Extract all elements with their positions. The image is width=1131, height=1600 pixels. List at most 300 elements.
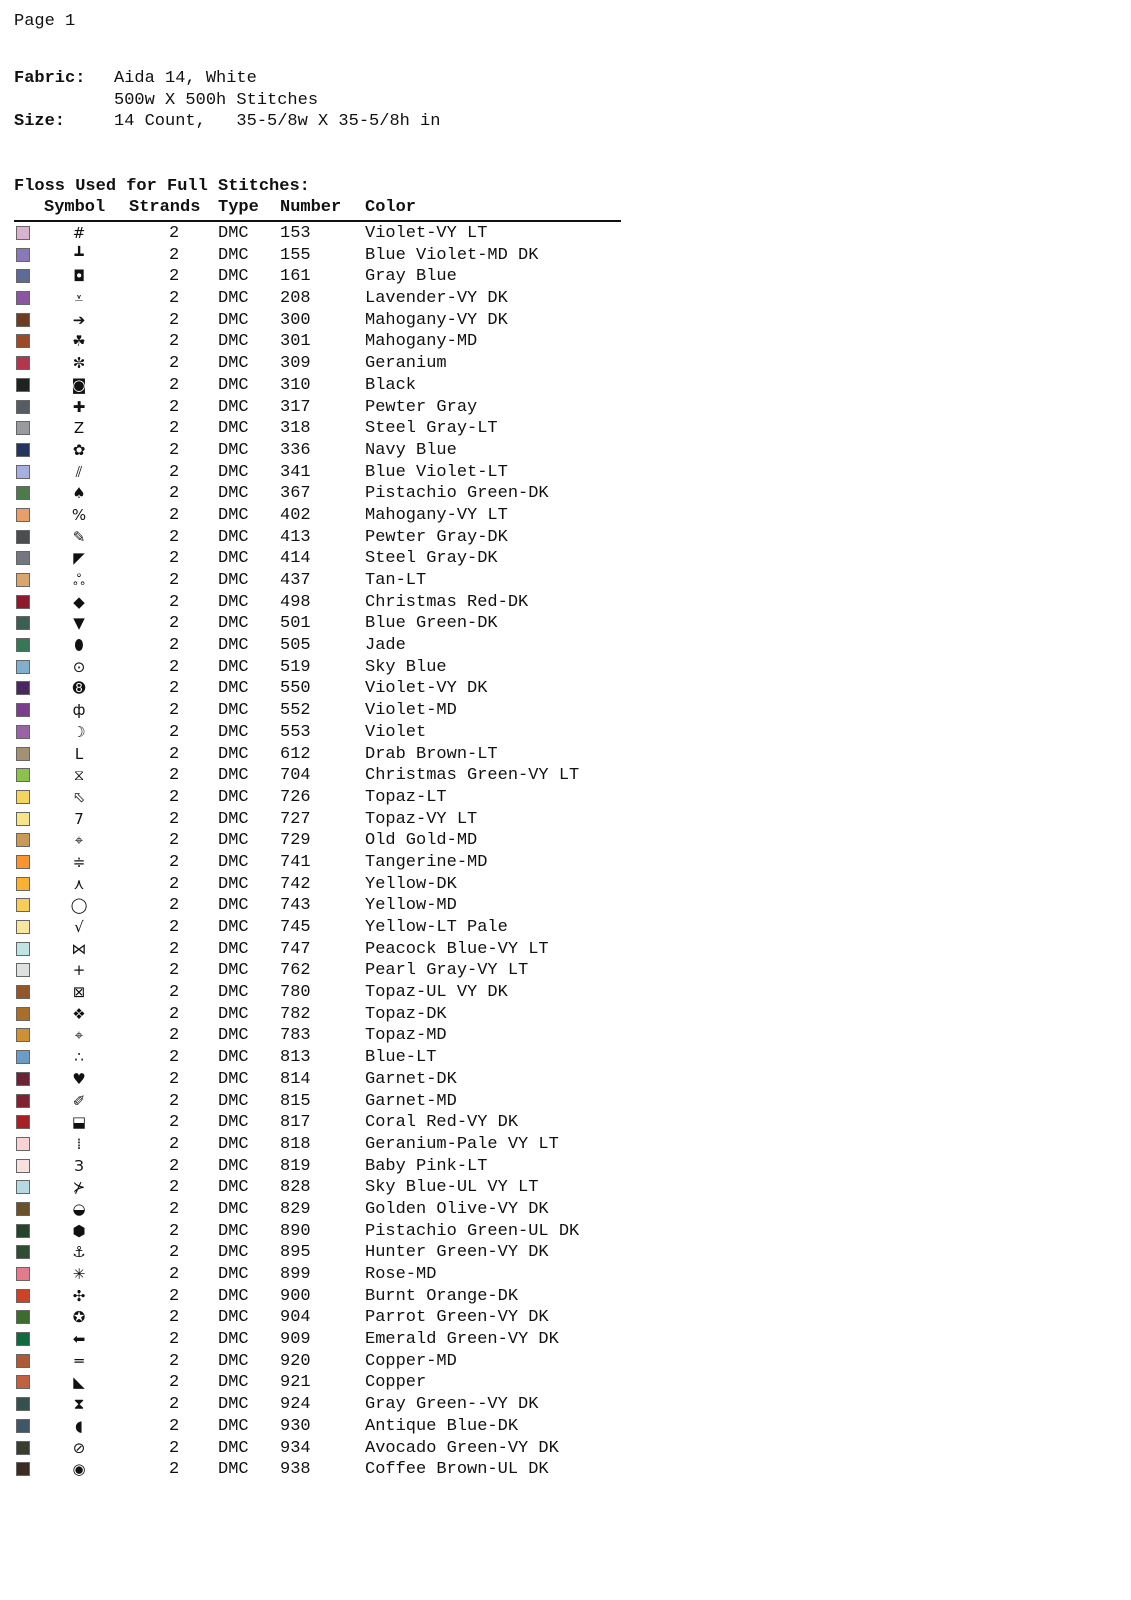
table-row bbox=[14, 830, 634, 852]
symbol-cell: ⩡ bbox=[74, 289, 84, 308]
color-swatch bbox=[16, 1202, 30, 1216]
color-swatch bbox=[16, 443, 30, 457]
color-swatch bbox=[16, 551, 30, 565]
strands-cell: 2 bbox=[169, 289, 180, 309]
color-swatch bbox=[16, 1441, 30, 1455]
type-cell: DMC bbox=[218, 1286, 249, 1306]
type-cell: DMC bbox=[218, 614, 249, 634]
symbol-cell: ◤ bbox=[73, 549, 85, 568]
color-name-cell: Gray Green--VY DK bbox=[365, 1395, 539, 1415]
color-name-cell: Mahogany-VY DK bbox=[365, 310, 508, 330]
strands-cell: 2 bbox=[169, 375, 180, 395]
strands-cell: 2 bbox=[169, 462, 180, 482]
strands-cell: 2 bbox=[169, 332, 180, 352]
color-name-cell: Topaz-VY LT bbox=[365, 809, 478, 829]
color-swatch bbox=[16, 1332, 30, 1346]
symbol-cell: ♥ bbox=[72, 1069, 86, 1088]
strands-cell: 2 bbox=[169, 397, 180, 417]
strands-cell: 2 bbox=[169, 939, 180, 959]
symbol-cell: ⚓ bbox=[72, 1243, 86, 1262]
table-row bbox=[14, 331, 634, 353]
strands-cell: 2 bbox=[169, 983, 180, 1003]
color-swatch bbox=[16, 465, 30, 479]
strands-cell: 2 bbox=[169, 1265, 180, 1284]
type-cell: DMC bbox=[218, 289, 249, 309]
table-row bbox=[14, 678, 634, 700]
number-cell: 367 bbox=[280, 484, 311, 504]
color-swatch bbox=[16, 248, 30, 262]
header-type: Type bbox=[218, 198, 259, 217]
symbol-cell: ◆ bbox=[73, 592, 85, 611]
symbol-cell: ⧗ bbox=[73, 1395, 85, 1414]
type-cell: DMC bbox=[218, 1156, 249, 1176]
table-row bbox=[14, 1004, 634, 1026]
color-swatch bbox=[16, 942, 30, 956]
strands-cell: 2 bbox=[169, 961, 180, 981]
type-cell: DMC bbox=[218, 462, 249, 482]
symbol-cell: ◣ bbox=[73, 1373, 85, 1392]
type-cell: DMC bbox=[218, 1308, 249, 1328]
number-cell: 762 bbox=[280, 961, 311, 981]
type-cell: DMC bbox=[218, 722, 249, 742]
symbol-cell: ⫽ bbox=[75, 462, 83, 481]
table-row bbox=[14, 570, 634, 592]
color-swatch bbox=[16, 747, 30, 761]
color-swatch bbox=[16, 638, 30, 652]
table-row bbox=[14, 418, 634, 440]
table-row bbox=[14, 765, 634, 787]
table-row bbox=[14, 722, 634, 744]
symbol-cell: ✳ bbox=[72, 1265, 86, 1283]
type-cell: DMC bbox=[218, 1113, 249, 1133]
type-cell: DMC bbox=[218, 896, 249, 916]
table-row bbox=[14, 1025, 634, 1047]
type-cell: DMC bbox=[218, 1221, 249, 1241]
color-name-cell: Geranium bbox=[365, 354, 447, 374]
symbol-cell: ❖ bbox=[72, 1004, 86, 1023]
color-name-cell: Parrot Green-VY DK bbox=[365, 1308, 549, 1328]
color-name-cell: Sky Blue-UL VY LT bbox=[365, 1178, 539, 1198]
symbol-cell: ⊁ bbox=[72, 1178, 86, 1197]
strands-cell: 2 bbox=[169, 484, 180, 504]
stitches-row bbox=[14, 90, 440, 112]
type-cell: DMC bbox=[218, 397, 249, 417]
size-row bbox=[14, 111, 440, 133]
strands-cell: 2 bbox=[169, 1091, 180, 1111]
table-row bbox=[14, 1394, 634, 1416]
color-swatch bbox=[16, 291, 30, 305]
type-cell: DMC bbox=[218, 1243, 249, 1263]
number-cell: 498 bbox=[280, 592, 311, 612]
strands-cell: 2 bbox=[169, 831, 180, 851]
strands-cell: 2 bbox=[169, 809, 180, 829]
table-row bbox=[14, 657, 634, 679]
strands-cell: 2 bbox=[169, 505, 180, 525]
table-row bbox=[14, 635, 634, 657]
table-row bbox=[14, 960, 634, 982]
color-swatch bbox=[16, 1094, 30, 1108]
type-cell: DMC bbox=[218, 310, 249, 330]
color-swatch bbox=[16, 269, 30, 283]
strands-cell: 2 bbox=[169, 1373, 180, 1393]
strands-cell: 2 bbox=[169, 1004, 180, 1024]
symbol-cell: ◖ bbox=[75, 1416, 83, 1435]
symbol-cell: ஃ bbox=[73, 571, 85, 589]
color-swatch bbox=[16, 877, 30, 891]
strands-cell: 2 bbox=[169, 874, 180, 894]
number-cell: 414 bbox=[280, 549, 311, 569]
stitches-value: 500w X 500h Stitches bbox=[114, 90, 319, 110]
number-cell: 924 bbox=[280, 1395, 311, 1415]
color-swatch bbox=[16, 378, 30, 392]
type-cell: DMC bbox=[218, 1330, 249, 1350]
color-name-cell: Topaz-MD bbox=[365, 1026, 447, 1046]
table-row bbox=[14, 1112, 634, 1134]
type-cell: DMC bbox=[218, 1265, 249, 1284]
table-row bbox=[14, 1134, 634, 1156]
header-number: Number bbox=[280, 198, 342, 217]
color-swatch bbox=[16, 1028, 30, 1042]
table-row bbox=[14, 1156, 634, 1178]
number-cell: 437 bbox=[280, 571, 311, 590]
color-swatch bbox=[16, 1072, 30, 1086]
number-cell: 318 bbox=[280, 419, 311, 439]
type-cell: DMC bbox=[218, 1048, 249, 1068]
strands-cell: 2 bbox=[169, 1113, 180, 1133]
fabric-info bbox=[14, 68, 440, 133]
color-name-cell: Peacock Blue-VY LT bbox=[365, 939, 549, 959]
color-swatch bbox=[16, 1375, 30, 1389]
color-name-cell: Drab Brown-LT bbox=[365, 744, 498, 764]
strands-cell: 2 bbox=[169, 224, 180, 243]
fabric-label: Fabric: bbox=[14, 69, 86, 88]
floss-section-title: Floss Used for Full Stitches: bbox=[14, 177, 310, 196]
symbol-cell: ┻ bbox=[74, 245, 84, 264]
color-name-cell: Yellow-DK bbox=[365, 874, 457, 894]
color-name-cell: Sky Blue bbox=[365, 657, 447, 677]
fabric-value: Aida 14, White bbox=[114, 69, 257, 88]
number-cell: 704 bbox=[280, 766, 311, 786]
number-cell: 904 bbox=[280, 1308, 311, 1328]
symbol-cell: ✣ bbox=[72, 1286, 86, 1305]
strands-cell: 2 bbox=[169, 354, 180, 374]
number-cell: 814 bbox=[280, 1069, 311, 1089]
color-swatch bbox=[16, 1267, 30, 1281]
color-swatch bbox=[16, 855, 30, 869]
number-cell: 828 bbox=[280, 1178, 311, 1198]
color-name-cell: Old Gold-MD bbox=[365, 831, 478, 851]
number-cell: 519 bbox=[280, 657, 311, 677]
color-name-cell: Rose-MD bbox=[365, 1265, 437, 1284]
strands-cell: 2 bbox=[169, 440, 180, 460]
table-row bbox=[14, 440, 634, 462]
number-cell: 819 bbox=[280, 1156, 311, 1176]
number-cell: 612 bbox=[280, 744, 311, 764]
strands-cell: 2 bbox=[169, 657, 180, 677]
number-cell: 817 bbox=[280, 1113, 311, 1133]
color-name-cell: Blue Violet-LT bbox=[365, 462, 508, 482]
color-swatch bbox=[16, 1354, 30, 1368]
color-name-cell: Coral Red-VY DK bbox=[365, 1113, 519, 1133]
number-cell: 743 bbox=[280, 896, 311, 916]
type-cell: DMC bbox=[218, 1004, 249, 1024]
color-swatch bbox=[16, 595, 30, 609]
symbol-cell: ▼ bbox=[73, 614, 85, 633]
color-name-cell: Geranium-Pale VY LT bbox=[365, 1134, 559, 1154]
strands-cell: 2 bbox=[169, 245, 180, 265]
table-row bbox=[14, 483, 634, 505]
color-swatch bbox=[16, 768, 30, 782]
table-row bbox=[14, 939, 634, 961]
floss-table-header bbox=[14, 198, 621, 222]
color-name-cell: Steel Gray-LT bbox=[365, 419, 498, 439]
color-swatch bbox=[16, 1462, 30, 1476]
color-name-cell: Mahogany-VY LT bbox=[365, 505, 508, 525]
header-strands: Strands bbox=[129, 198, 201, 217]
color-name-cell: Pistachio Green-UL DK bbox=[365, 1221, 580, 1241]
number-cell: 741 bbox=[280, 852, 311, 872]
number-cell: 782 bbox=[280, 1004, 311, 1024]
strands-cell: 2 bbox=[169, 1069, 180, 1089]
table-row bbox=[14, 462, 634, 484]
type-cell: DMC bbox=[218, 983, 249, 1003]
type-cell: DMC bbox=[218, 267, 249, 287]
number-cell: 153 bbox=[280, 224, 311, 243]
symbol-cell: ф bbox=[72, 701, 86, 720]
color-name-cell: Baby Pink-LT bbox=[365, 1156, 488, 1176]
strands-cell: 2 bbox=[169, 679, 180, 699]
number-cell: 890 bbox=[280, 1221, 311, 1241]
type-cell: DMC bbox=[218, 1178, 249, 1198]
table-row bbox=[14, 527, 634, 549]
type-cell: DMC bbox=[218, 918, 249, 937]
symbol-cell: # bbox=[72, 224, 86, 242]
symbol-cell: ➑ bbox=[72, 679, 86, 698]
symbol-cell: ✿ bbox=[72, 440, 86, 459]
number-cell: 505 bbox=[280, 636, 311, 656]
symbol-cell: ⬮ bbox=[74, 636, 84, 655]
table-row bbox=[14, 982, 634, 1004]
color-swatch bbox=[16, 1115, 30, 1129]
color-name-cell: Christmas Green-VY LT bbox=[365, 766, 580, 786]
table-row bbox=[14, 505, 634, 527]
color-name-cell: Blue Violet-MD DK bbox=[365, 245, 539, 265]
strands-cell: 2 bbox=[169, 1221, 180, 1241]
strands-cell: 2 bbox=[169, 1178, 180, 1198]
table-row bbox=[14, 874, 634, 896]
number-cell: 783 bbox=[280, 1026, 311, 1046]
table-row bbox=[14, 1307, 634, 1329]
table-row bbox=[14, 1264, 634, 1286]
color-name-cell: Topaz-UL VY DK bbox=[365, 983, 508, 1003]
table-row bbox=[14, 1047, 634, 1069]
color-swatch bbox=[16, 1224, 30, 1238]
type-cell: DMC bbox=[218, 1395, 249, 1415]
color-name-cell: Mahogany-MD bbox=[365, 332, 478, 352]
color-name-cell: Coffee Brown-UL DK bbox=[365, 1460, 549, 1480]
type-cell: DMC bbox=[218, 505, 249, 525]
symbol-cell: ◉ bbox=[72, 1460, 86, 1479]
table-row bbox=[14, 1199, 634, 1221]
color-name-cell: Violet-VY DK bbox=[365, 679, 488, 699]
type-cell: DMC bbox=[218, 1438, 249, 1458]
number-cell: 747 bbox=[280, 939, 311, 959]
size-value: 14 Count, 35-5/8w X 35-5/8h in bbox=[114, 112, 441, 131]
type-cell: DMC bbox=[218, 332, 249, 352]
symbol-cell: ⬓ bbox=[71, 1113, 87, 1132]
color-name-cell: Navy Blue bbox=[365, 440, 457, 460]
table-row bbox=[14, 1438, 634, 1460]
table-row bbox=[14, 1416, 634, 1438]
number-cell: 553 bbox=[280, 722, 311, 742]
table-row bbox=[14, 1177, 634, 1199]
type-cell: DMC bbox=[218, 636, 249, 656]
color-name-cell: Copper-MD bbox=[365, 1351, 457, 1371]
strands-cell: 2 bbox=[169, 701, 180, 721]
strands-cell: 2 bbox=[169, 527, 180, 547]
color-swatch bbox=[16, 1310, 30, 1324]
type-cell: DMC bbox=[218, 1026, 249, 1046]
color-swatch bbox=[16, 703, 30, 717]
number-cell: 780 bbox=[280, 983, 311, 1003]
table-row bbox=[14, 917, 634, 939]
type-cell: DMC bbox=[218, 874, 249, 894]
header-symbol: Symbol bbox=[44, 198, 106, 217]
fabric-row bbox=[14, 68, 440, 90]
color-swatch bbox=[16, 1419, 30, 1433]
header-color: Color bbox=[365, 198, 417, 217]
color-swatch bbox=[16, 833, 30, 847]
type-cell: DMC bbox=[218, 592, 249, 612]
number-cell: 341 bbox=[280, 462, 311, 482]
color-swatch bbox=[16, 486, 30, 500]
color-swatch bbox=[16, 1159, 30, 1173]
symbol-cell: Z bbox=[73, 419, 85, 438]
color-swatch bbox=[16, 508, 30, 522]
color-name-cell: Tan-LT bbox=[365, 571, 427, 590]
number-cell: 550 bbox=[280, 679, 311, 699]
type-cell: DMC bbox=[218, 1373, 249, 1393]
table-row bbox=[14, 700, 634, 722]
color-name-cell: Antique Blue-DK bbox=[365, 1416, 519, 1436]
color-name-cell: Violet-MD bbox=[365, 701, 457, 721]
symbol-cell: ✎ bbox=[72, 527, 86, 546]
type-cell: DMC bbox=[218, 1134, 249, 1154]
type-cell: DMC bbox=[218, 1091, 249, 1111]
symbol-cell: ═ bbox=[74, 1351, 84, 1370]
table-row bbox=[14, 397, 634, 419]
number-cell: 336 bbox=[280, 440, 311, 460]
symbol-cell: ⊘ bbox=[72, 1438, 86, 1457]
color-swatch bbox=[16, 313, 30, 327]
strands-cell: 2 bbox=[169, 744, 180, 764]
color-name-cell: Blue Green-DK bbox=[365, 614, 498, 634]
color-swatch bbox=[16, 421, 30, 435]
color-name-cell: Topaz-DK bbox=[365, 1004, 447, 1024]
number-cell: 552 bbox=[280, 701, 311, 721]
number-cell: 155 bbox=[280, 245, 311, 265]
number-cell: 402 bbox=[280, 505, 311, 525]
color-name-cell: Topaz-LT bbox=[365, 787, 447, 807]
color-swatch bbox=[16, 898, 30, 912]
number-cell: 742 bbox=[280, 874, 311, 894]
type-cell: DMC bbox=[218, 679, 249, 699]
type-cell: DMC bbox=[218, 852, 249, 872]
color-name-cell: Garnet-MD bbox=[365, 1091, 457, 1111]
table-row bbox=[14, 592, 634, 614]
strands-cell: 2 bbox=[169, 1286, 180, 1306]
number-cell: 930 bbox=[280, 1416, 311, 1436]
strands-cell: 2 bbox=[169, 1199, 180, 1219]
floss-table-body bbox=[14, 223, 634, 1481]
color-name-cell: Pewter Gray-DK bbox=[365, 527, 508, 547]
color-swatch bbox=[16, 660, 30, 674]
symbol-cell: ☽ bbox=[72, 722, 86, 741]
type-cell: DMC bbox=[218, 375, 249, 395]
color-name-cell: Tangerine-MD bbox=[365, 852, 488, 872]
strands-cell: 2 bbox=[169, 1395, 180, 1415]
color-swatch bbox=[16, 1245, 30, 1259]
table-row bbox=[14, 375, 634, 397]
type-cell: DMC bbox=[218, 1199, 249, 1219]
color-swatch bbox=[16, 790, 30, 804]
type-cell: DMC bbox=[218, 961, 249, 981]
strands-cell: 2 bbox=[169, 267, 180, 287]
strands-cell: 2 bbox=[169, 549, 180, 569]
number-cell: 938 bbox=[280, 1460, 311, 1480]
symbol-cell: ⬢ bbox=[72, 1221, 86, 1240]
color-name-cell: Christmas Red-DK bbox=[365, 592, 529, 612]
strands-cell: 2 bbox=[169, 896, 180, 916]
color-name-cell: Pistachio Green-DK bbox=[365, 484, 549, 504]
number-cell: 726 bbox=[280, 787, 311, 807]
symbol-cell: ◒ bbox=[72, 1199, 86, 1218]
color-name-cell: Emerald Green-VY DK bbox=[365, 1330, 559, 1350]
color-name-cell: Yellow-LT Pale bbox=[365, 918, 508, 937]
symbol-cell: ⌖ bbox=[74, 1026, 84, 1045]
type-cell: DMC bbox=[218, 744, 249, 764]
number-cell: 413 bbox=[280, 527, 311, 547]
table-row bbox=[14, 613, 634, 635]
type-cell: DMC bbox=[218, 245, 249, 265]
color-name-cell: Blue-LT bbox=[365, 1048, 437, 1068]
color-swatch bbox=[16, 812, 30, 826]
strands-cell: 2 bbox=[169, 1134, 180, 1154]
size-label: Size: bbox=[14, 112, 66, 131]
color-swatch bbox=[16, 725, 30, 739]
color-swatch bbox=[16, 1180, 30, 1194]
type-cell: DMC bbox=[218, 809, 249, 829]
number-cell: 727 bbox=[280, 809, 311, 829]
symbol-cell: З bbox=[74, 1156, 84, 1175]
type-cell: DMC bbox=[218, 939, 249, 959]
symbol-cell: ♠ bbox=[72, 484, 86, 503]
color-name-cell: Hunter Green-VY DK bbox=[365, 1243, 549, 1263]
table-row bbox=[14, 1459, 634, 1481]
strands-cell: 2 bbox=[169, 1026, 180, 1046]
number-cell: 818 bbox=[280, 1134, 311, 1154]
number-cell: 815 bbox=[280, 1091, 311, 1111]
table-row bbox=[14, 1351, 634, 1373]
symbol-cell: 7 bbox=[74, 809, 84, 828]
table-row bbox=[14, 223, 634, 245]
color-name-cell: Violet-VY LT bbox=[365, 224, 488, 243]
symbol-cell: ⬅ bbox=[72, 1330, 86, 1349]
symbol-cell: ⋈ bbox=[71, 939, 87, 958]
number-cell: 900 bbox=[280, 1286, 311, 1306]
strands-cell: 2 bbox=[169, 419, 180, 439]
symbol-cell: ⊙ bbox=[72, 657, 86, 676]
